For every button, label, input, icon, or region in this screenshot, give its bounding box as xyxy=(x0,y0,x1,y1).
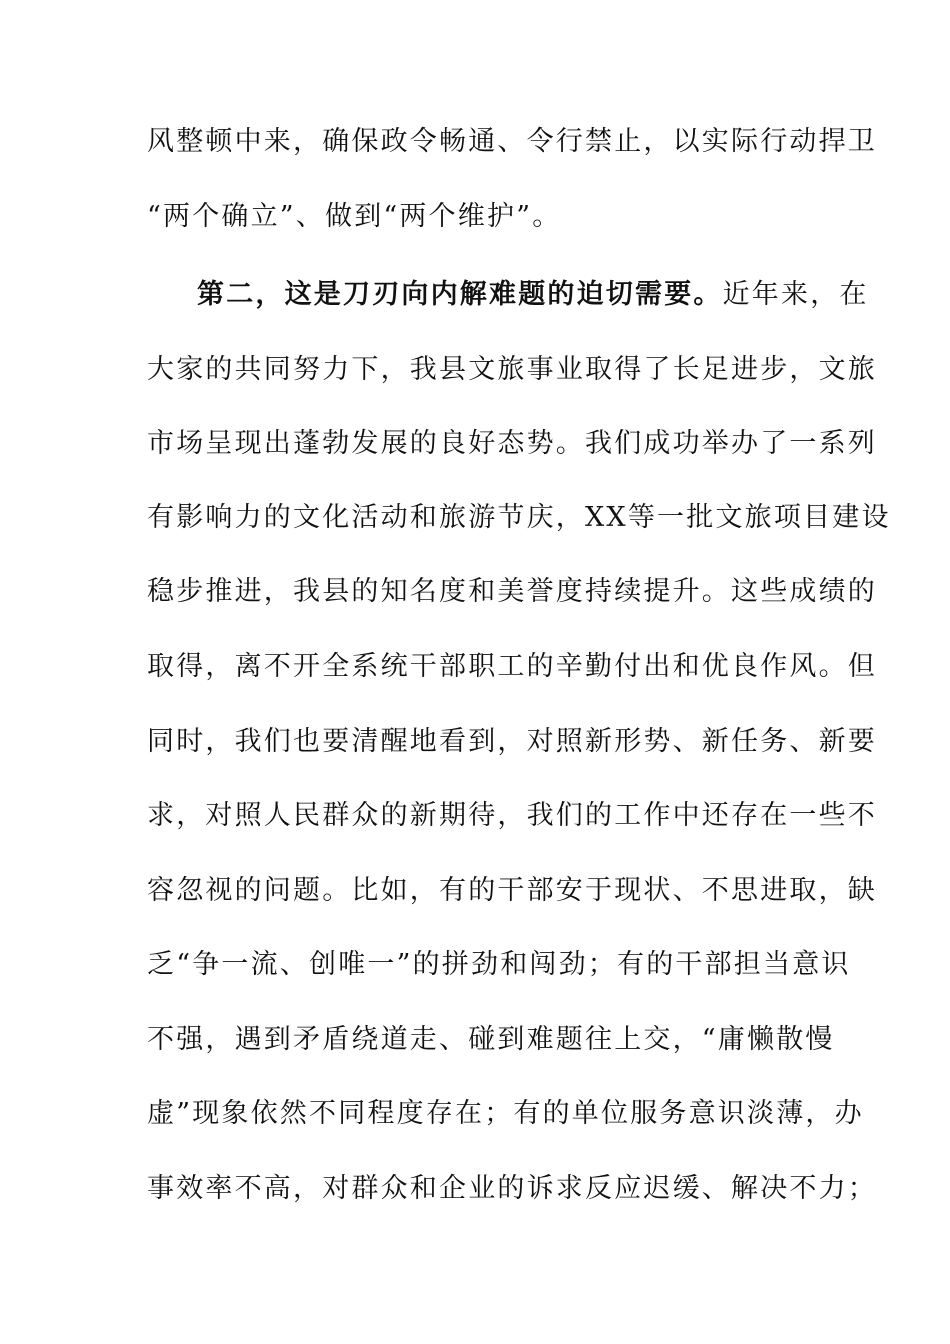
paragraph-line: 风整顿中来，确保政令畅通、令行禁止，以实际行动捍卫 xyxy=(147,126,877,157)
paragraph-line: 稳步推进，我县的知名度和美誉度持续提升。这些成绩的 xyxy=(147,576,877,607)
paragraph-line: 同时，我们也要清醒地看到，对照新形势、新任务、新要 xyxy=(147,726,877,757)
paragraph-line: 事效率不高，对群众和企业的诉求反应迟缓、解决不力； xyxy=(147,1173,877,1204)
paragraph-line: 虚”现象依然不同程度存在；有的单位服务意识淡薄，办 xyxy=(147,1098,864,1129)
paragraph-line-heading xyxy=(197,275,869,315)
paragraph-line: 市场呈现出蓬勃发展的良好态势。我们成功举办了一系列 xyxy=(147,428,877,459)
paragraph-line: “两个确立”、做到“两个维护”。 xyxy=(147,201,562,232)
paragraph-line: 不强，遇到矛盾绕道走、碰到难题往上交，“庸懒散慢 xyxy=(147,1024,835,1055)
paragraph-line: 求，对照人民群众的新期待，我们的工作中还存在一些不 xyxy=(147,800,877,831)
paragraph-text: 近年来，在 xyxy=(722,279,869,310)
paragraph-line: 有影响力的文化活动和旅游节庆，XX等一批文旅项目建设 xyxy=(147,502,891,533)
paragraph-line: 容忽视的问题。比如，有的干部安于现状、不思进取，缺 xyxy=(147,875,877,906)
paragraph-line: 大家的共同努力下，我县文旅事业取得了长足进步，文旅 xyxy=(147,354,877,385)
paragraph-line: 乏“争一流、创唯一”的拼劲和闯劲；有的干部担当意识 xyxy=(147,949,851,980)
paragraph-line: 取得，离不开全系统干部职工的辛勤付出和优良作风。但 xyxy=(147,651,877,682)
section-heading: 第二，这是刀刃向内解难题的迫切需要。 xyxy=(197,279,723,310)
